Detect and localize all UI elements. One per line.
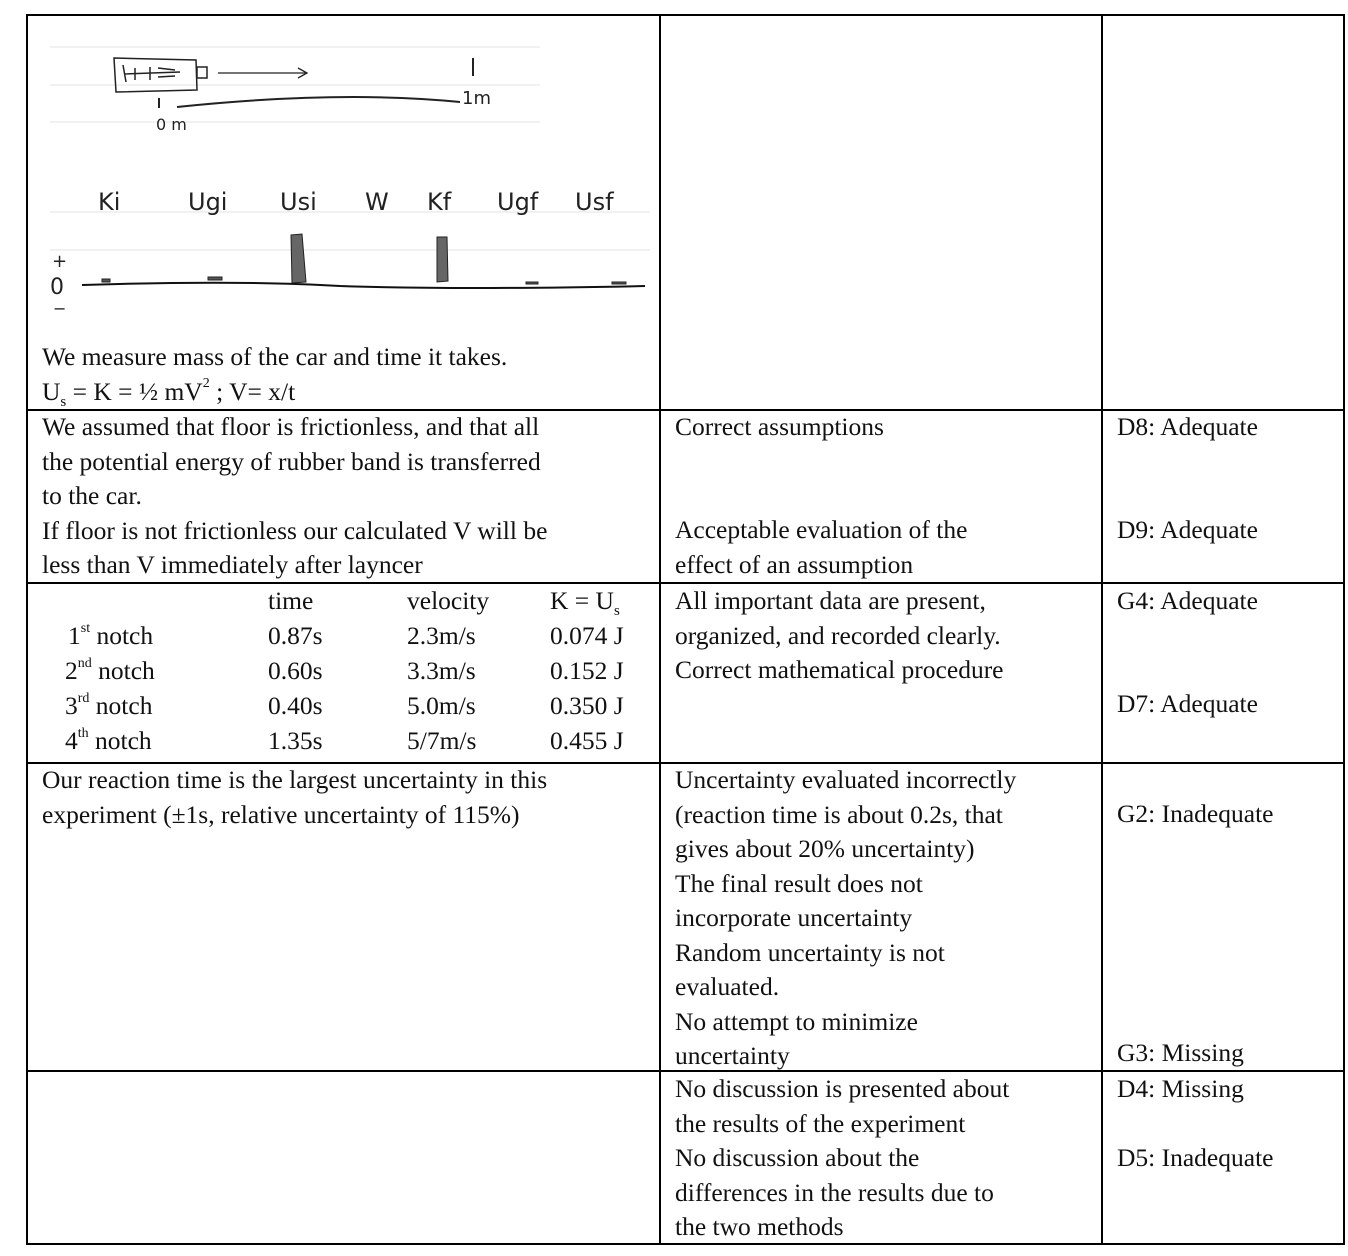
bar-label-usi: Usi bbox=[280, 188, 317, 216]
bar-label-ugf: Ugf bbox=[497, 188, 539, 216]
feedback-assumption-effect: Acceptable evaluation of the effect of an assumption bbox=[675, 515, 968, 579]
ruler-end-label: 1m bbox=[462, 88, 491, 109]
bar-chart-baseline bbox=[82, 283, 645, 288]
energy-bar-chart bbox=[50, 188, 614, 318]
table-header-row bbox=[42, 584, 624, 619]
score-g4: G4: Adequate bbox=[1117, 586, 1258, 615]
measurement-table bbox=[42, 584, 624, 759]
header-velocity: velocity bbox=[407, 586, 490, 616]
axis-zero-label: 0 bbox=[50, 275, 64, 300]
table-row: 1st notch 0.87s 2.3m/s 0.074 J bbox=[68, 620, 624, 651]
header-time: time bbox=[268, 586, 314, 616]
feedback-assumptions: Correct assumptions bbox=[675, 412, 884, 441]
bar-label-ki: Ki bbox=[98, 188, 121, 216]
score-d8: D8: Adequate bbox=[1117, 412, 1258, 441]
uncertainty-text: Our reaction time is the largest uncertainty in this experiment (±1s, relative uncertainty of 115%) bbox=[42, 765, 548, 829]
distance-ruler bbox=[159, 58, 473, 108]
score-d7: D7: Adequate bbox=[1117, 689, 1258, 718]
method-description bbox=[42, 340, 507, 409]
feedback-discussion: No discussion is presented about the results of the experiment No discussion about the differences in the results due to the two methods bbox=[675, 1074, 1010, 1241]
column-divider bbox=[1101, 16, 1103, 1243]
score-g3: G3: Missing bbox=[1117, 1038, 1244, 1067]
method-text: We measure mass of the car and time it takes. bbox=[42, 342, 508, 371]
score-d5: D5: Inadequate bbox=[1117, 1143, 1274, 1172]
bar-label-kf: Kf bbox=[427, 188, 452, 216]
score-g2: G2: Inadequate bbox=[1117, 799, 1274, 828]
feedback-uncertainty: Uncertainty evaluated incorrectly (reaction time is about 0.2s, that gives about 20% uncertainty) The final result does not incorporate uncertainty Random uncertainty is not evaluated. No attempt to minimize uncertainty bbox=[675, 765, 1017, 1070]
energy-bars bbox=[102, 234, 626, 284]
launcher-car-icon bbox=[114, 58, 207, 92]
axis-minus-label: − bbox=[53, 299, 67, 318]
score-d9: D9: Adequate bbox=[1117, 515, 1258, 544]
score-d4: D4: Missing bbox=[1117, 1074, 1244, 1103]
motion-arrow-icon bbox=[218, 68, 307, 78]
assumptions-text: We assumed that floor is frictionless, and that all the potential energy of rubber band is transferred to the car. If floor is not frictionless our calculated V will be less than V immediately after layncer bbox=[42, 412, 548, 579]
ruler-start-label: 0 m bbox=[156, 115, 187, 134]
energy-formula: $U_s = K$ = ½ $mV^2$ ; V= x/t bbox=[42, 376, 296, 410]
header-energy: $K = U_s$ bbox=[550, 586, 620, 620]
axis-plus-label: + bbox=[52, 251, 68, 272]
hand-drawn-sketch bbox=[40, 20, 660, 320]
feedback-data: All important data are present, organized, and recorded clearly. Correct mathematical procedure bbox=[675, 586, 1004, 684]
table-row: 3rd notch 0.40s 5.0m/s 0.350 J bbox=[65, 690, 624, 721]
bar-label-w: W bbox=[365, 188, 389, 216]
bar-label-ugi: Ugi bbox=[188, 188, 228, 216]
notebook-lines bbox=[50, 47, 650, 250]
table-row: 4th notch 1.35s 5/7m/s 0.455 J bbox=[65, 725, 624, 756]
bar-label-usf: Usf bbox=[575, 188, 614, 216]
table-row: 2nd notch 0.60s 3.3m/s 0.152 J bbox=[65, 655, 624, 686]
